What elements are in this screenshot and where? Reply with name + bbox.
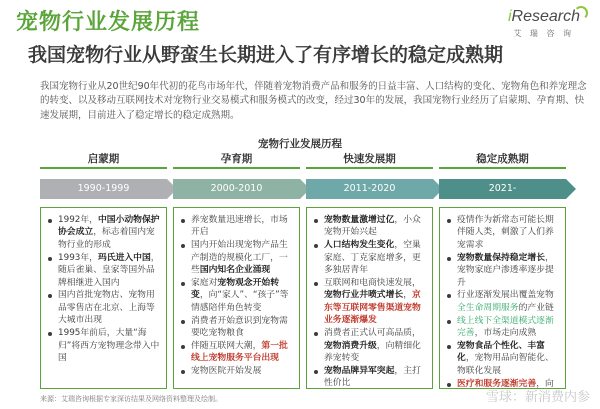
bullet-text: ，向精细化养宠转变 xyxy=(324,340,421,363)
bullet-text: 1992年， xyxy=(58,215,98,225)
bullet-text: 宠物观念开始转变 xyxy=(191,278,279,301)
bullet-text: 伴随互联网大潮， xyxy=(191,341,262,352)
bullet-text: ，随后雀巢、皇家等国外品牌相继进入国内 xyxy=(58,252,160,288)
bullet-text: 医疗和服务逐渐完善 xyxy=(457,378,537,389)
bullet-text: ，主打性价比 xyxy=(324,365,421,389)
source-note: 来源：艾瑞咨询根据专家深访结果及网络资料整理及绘制。 xyxy=(40,395,222,403)
bullet-text: 互联网和电商快速发展， xyxy=(324,278,421,289)
stage-details xyxy=(439,207,566,389)
bullet-text: ，向“家人”、“孩子”等情感陪伴角色转变 xyxy=(191,290,289,313)
bullet-text: ，宠物家庭户渗透率逐步提升 xyxy=(457,252,554,288)
stage-bullet xyxy=(314,365,426,389)
stage-bullet xyxy=(314,327,426,364)
stage-years-arrow xyxy=(173,179,300,199)
stage-bullet xyxy=(181,214,293,239)
bullet-text: 全生命周期服务 xyxy=(457,302,519,313)
logo-cn: 艾 瑞 咨 询 xyxy=(513,29,574,38)
stage-column xyxy=(173,152,300,389)
bullet-text: 第一批线上宠物服务平台出现 xyxy=(191,341,288,364)
stage-years-arrow xyxy=(306,179,433,199)
bullet-text: 线上线下全渠道模式逐渐完善 xyxy=(457,315,554,339)
slide-title: 宠物行业发展历程 xyxy=(16,10,201,35)
stage-bullet xyxy=(181,365,293,377)
stage-bullet xyxy=(181,315,293,340)
bullet-text: 疫情作为新常态可能长期伴随人类，刺激了人们养宠需求 xyxy=(457,215,554,250)
stage-bullet xyxy=(48,289,160,326)
stage-years: 1990-1999 xyxy=(77,183,130,194)
bullet-text: 养宠数量迅速增长，市场开启 xyxy=(191,215,288,238)
stage-bullet xyxy=(447,289,559,314)
stage-details xyxy=(173,207,300,389)
bullet-text: 的产业链 xyxy=(518,302,554,313)
stage-name: 快速发展期 xyxy=(306,152,433,169)
bullet-text: 中国小动物保护协会成立 xyxy=(58,215,160,238)
stage-name: 孕育期 xyxy=(173,152,300,169)
bullet-text: 宠物数量 xyxy=(457,252,493,263)
bullet-text: 国内知名企业涌现 xyxy=(199,265,271,276)
bullet-text: ，宠物用品向智能化、物联化发展 xyxy=(457,353,554,376)
stage-details xyxy=(40,207,167,389)
bullet-text: 人口结构发生变化 xyxy=(324,240,395,251)
intro-paragraph: 我国宠物行业从20世纪90年代初的花鸟市场年代，伴随着宠物消费产品和服务的日益丰富、人口结构的变化、宠物角色和养宠理念的转变、以及移动互联网技术对宠物行业交易模式和服务模式的改变，经过30年的发展，我国宠物行业经历了启蒙期、孕育期、快速发展期，目前进入了稳定增长的稳定成熟期。 xyxy=(40,81,587,121)
stage-details xyxy=(306,207,433,389)
stage-bullet xyxy=(181,340,293,365)
bullet-text: 1993年， xyxy=(58,252,98,263)
bullet-text: 保持稳定增长 xyxy=(492,252,545,263)
bullet-text: 宠物消费升级 xyxy=(324,340,377,351)
bullet-text: 京东等互联网零售渠道宠物业务逐渐爆发 xyxy=(324,290,421,326)
bullet-text: 宠物食品个性化、丰富化 xyxy=(457,341,545,364)
stage-years-arrow xyxy=(40,179,167,199)
bullet-text: ， xyxy=(403,290,412,301)
stage-bullet xyxy=(314,239,426,276)
stage-name: 启蒙期 xyxy=(40,152,167,169)
bullet-text: 家庭对 xyxy=(191,278,218,289)
bullet-text: 消费者正式认可高品质， xyxy=(324,328,421,339)
bullet-text: 行业逐渐发展出覆盖宠物 xyxy=(457,290,554,301)
stage-column xyxy=(40,152,167,389)
bullet-text: ，标志着国内宠物行业的形成 xyxy=(58,227,155,250)
bullet-text: ，向 xyxy=(536,378,554,389)
stage-column xyxy=(306,152,433,389)
stage-bullet xyxy=(181,239,293,276)
bullet-text: 玛氏进入中国 xyxy=(97,252,151,263)
bullet-text: 国内首批宠物店、宠物用品零售店在北京、上海等大城市出现 xyxy=(58,290,155,326)
bullet-text: 1995年前后，大量“海归”将西方宠物理念带入中国 xyxy=(58,328,160,363)
stage-bullet xyxy=(48,252,160,289)
bullet-text: 消费者开始意识到宠物需要吃宠物粮食 xyxy=(191,315,288,339)
bullet-text: 国内开始出现宠物产品生产制造的规模化工厂，一些 xyxy=(191,240,288,276)
bullet-text: ，空巢家庭、丁克家庭增多，更多独居青年 xyxy=(324,240,421,276)
iresearch-logo xyxy=(478,6,588,42)
watermark: 雪球：新消费内参 xyxy=(485,390,590,405)
stage-bullet xyxy=(447,252,559,289)
bullet-text: ，小众宠物开始兴起 xyxy=(324,215,421,238)
bullet-text: 宠物数量激增过亿 xyxy=(324,215,395,225)
timeline-title: 宠物行业发展历程 xyxy=(258,138,342,150)
stage-years-arrow xyxy=(439,179,566,199)
stage-name: 稳定成熟期 xyxy=(439,152,566,169)
stage-bullet xyxy=(314,214,426,239)
stage-bullet xyxy=(447,340,559,377)
stage-bullet xyxy=(181,277,293,314)
stage-bullet xyxy=(447,315,559,340)
stage-column xyxy=(439,152,566,389)
stage-years: 2011-2020 xyxy=(343,183,396,194)
stage-years: 2000-2010 xyxy=(210,183,263,194)
stage-bullet xyxy=(447,214,559,251)
bullet-text: 宠物品牌异军突起 xyxy=(324,365,395,376)
logo-brand: iResearch xyxy=(507,8,580,25)
stage-bullet xyxy=(314,277,426,327)
stage-bullet xyxy=(48,327,160,364)
stage-years: 2021- xyxy=(488,183,517,194)
stage-bullet xyxy=(48,214,160,251)
bullet-text: 宠物行业井喷式增长 xyxy=(324,290,404,301)
bullet-text: ，市场走向成熟 xyxy=(474,328,537,339)
bullet-text: 宠物医院开始发展 xyxy=(191,366,262,377)
slide-subtitle: 我国宠物行业从野蛮生长期进入了有序增长的稳定成熟期 xyxy=(28,44,504,66)
